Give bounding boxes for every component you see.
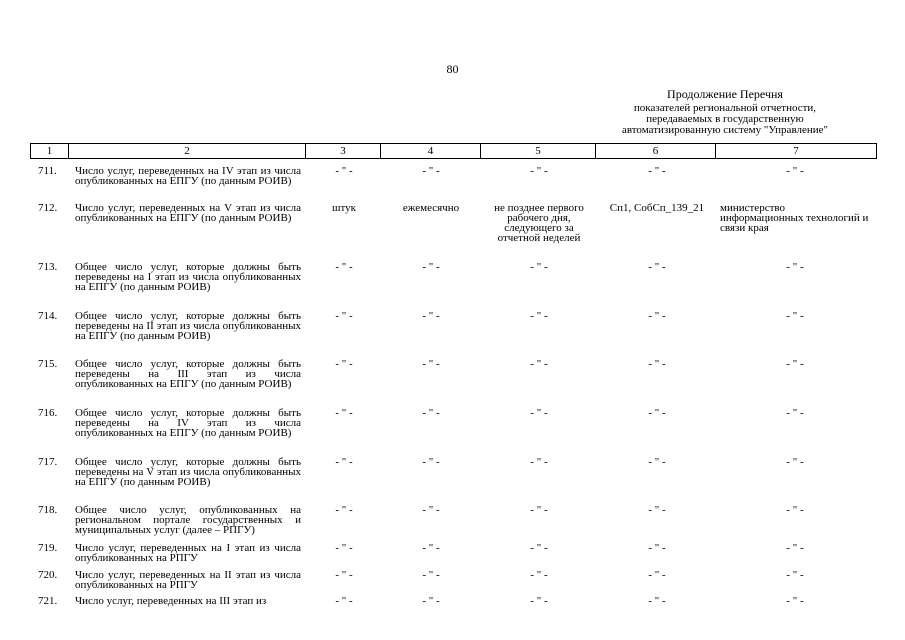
deadline-cell: - " - <box>530 569 548 581</box>
frequency-cell: - " - <box>422 542 440 554</box>
unit-cell: - " - <box>335 261 353 273</box>
indicator-name: Число услуг, переведенных на IV этап из числа опубликованных на ЕПГУ (по данным РОИВ) <box>75 165 301 187</box>
column-header-2: 2 <box>69 144 306 159</box>
form-code-cell: - " - <box>648 261 666 273</box>
row-number: 718. <box>38 504 58 516</box>
unit-cell: - " - <box>335 504 353 516</box>
frequency-cell: - " - <box>422 310 440 322</box>
indicator-name: Число услуг, переведенных на I этап из числа опубликованных на РПГУ <box>75 542 301 564</box>
form-code-cell: - " - <box>648 407 666 419</box>
deadline-cell: - " - <box>530 407 548 419</box>
responsible-cell: - " - <box>786 407 804 419</box>
frequency-cell: - " - <box>422 358 440 370</box>
column-header-1: 1 <box>31 144 69 159</box>
unit-cell: - " - <box>335 358 353 370</box>
heading-line-1: Продолжение Перечня <box>667 87 783 101</box>
indicator-name: Общее число услуг, которые должны быть переведены на III этап из числа опубликованных на ЕПГУ (по данным РОИВ) <box>75 358 301 390</box>
unit-cell: - " - <box>335 542 353 554</box>
document-heading <box>600 89 850 136</box>
row-number: 712. <box>38 202 58 214</box>
deadline-cell: - " - <box>530 261 548 273</box>
responsible-cell: - " - <box>786 456 804 468</box>
row-number: 721. <box>38 595 58 607</box>
form-code-cell: - " - <box>648 310 666 322</box>
unit-cell: - " - <box>335 456 353 468</box>
responsible-cell: - " - <box>786 542 804 554</box>
row-number: 720. <box>38 569 58 581</box>
responsible-cell: - " - <box>786 165 804 177</box>
unit-cell: - " - <box>335 165 353 177</box>
indicator-name: Общее число услуг, которые должны быть переведены на IV этап из числа опубликованных на ЕПГУ (по данным РОИВ) <box>75 407 301 439</box>
unit-cell: - " - <box>335 595 353 607</box>
responsible-cell: - " - <box>786 569 804 581</box>
deadline-cell: не позднее первого рабочего дня, следующего за отчетной неделей <box>494 202 584 244</box>
indicator-name: Число услуг, переведенных на III этап из <box>75 595 267 607</box>
frequency-cell: - " - <box>422 595 440 607</box>
responsible-cell: - " - <box>786 310 804 322</box>
column-header-row <box>31 144 877 159</box>
column-header-3: 3 <box>306 144 381 159</box>
indicator-name: Общее число услуг, которые должны быть переведены на V этап из числа опубликованных на ЕПГУ (по данным РОИВ) <box>75 456 301 488</box>
frequency-cell: ежемесячно <box>402 202 460 214</box>
page-number: 80 <box>446 62 459 76</box>
indicator-name: Число услуг, переведенных на II этап из числа опубликованных на РПГУ <box>75 569 301 591</box>
row-number: 717. <box>38 456 58 468</box>
column-header-5: 5 <box>481 144 596 159</box>
frequency-cell: - " - <box>422 407 440 419</box>
deadline-cell: - " - <box>530 595 548 607</box>
indicator-name: Общее число услуг, опубликованных на региональном портале государственных и муниципальных услуг (далее – РПГУ) <box>75 504 301 536</box>
unit-cell: штук <box>332 202 356 214</box>
deadline-cell: - " - <box>530 542 548 554</box>
heading-line-2: показателей региональной отчетности, передаваемых в государственную автоматизированную систему "Управление" <box>621 102 829 136</box>
form-code-cell: - " - <box>648 358 666 370</box>
responsible-cell: - " - <box>786 504 804 516</box>
deadline-cell: - " - <box>530 504 548 516</box>
unit-cell: - " - <box>335 569 353 581</box>
indicator-name: Общее число услуг, которые должны быть переведены на I этап из числа опубликованных на ЕПГУ (по данным РОИВ) <box>75 261 301 293</box>
responsible-cell: - " - <box>786 358 804 370</box>
unit-cell: - " - <box>335 407 353 419</box>
frequency-cell: - " - <box>422 456 440 468</box>
row-number: 719. <box>38 542 58 554</box>
row-number: 711. <box>38 165 57 177</box>
frequency-cell: - " - <box>422 504 440 516</box>
responsible-cell: - " - <box>786 595 804 607</box>
form-code-cell: - " - <box>648 504 666 516</box>
row-number: 715. <box>38 358 58 370</box>
deadline-cell: - " - <box>530 456 548 468</box>
column-header-6: 6 <box>596 144 716 159</box>
form-code-cell: Сп1, СобСп_139_21 <box>609 202 705 214</box>
form-code-cell: - " - <box>648 165 666 177</box>
indicator-name: Число услуг, переведенных на V этап из числа опубликованных на ЕПГУ (по данным РОИВ) <box>75 202 301 224</box>
unit-cell: - " - <box>335 310 353 322</box>
form-code-cell: - " - <box>648 595 666 607</box>
form-code-cell: - " - <box>648 569 666 581</box>
frequency-cell: - " - <box>422 165 440 177</box>
frequency-cell: - " - <box>422 569 440 581</box>
form-code-cell: - " - <box>648 542 666 554</box>
indicator-name: Общее число услуг, которые должны быть переведены на II этап из числа опубликованных на ЕПГУ (по данным РОИВ) <box>75 310 301 342</box>
column-header-table <box>30 143 877 159</box>
responsible-cell: - " - <box>786 261 804 273</box>
frequency-cell: - " - <box>422 261 440 273</box>
responsible-cell: министерство информационных технологий и связи края <box>720 202 869 234</box>
deadline-cell: - " - <box>530 310 548 322</box>
row-number: 716. <box>38 407 58 419</box>
deadline-cell: - " - <box>530 165 548 177</box>
column-header-7: 7 <box>716 144 877 159</box>
column-header-4: 4 <box>381 144 481 159</box>
row-number: 713. <box>38 261 58 273</box>
form-code-cell: - " - <box>648 456 666 468</box>
deadline-cell: - " - <box>530 358 548 370</box>
row-number: 714. <box>38 310 58 322</box>
